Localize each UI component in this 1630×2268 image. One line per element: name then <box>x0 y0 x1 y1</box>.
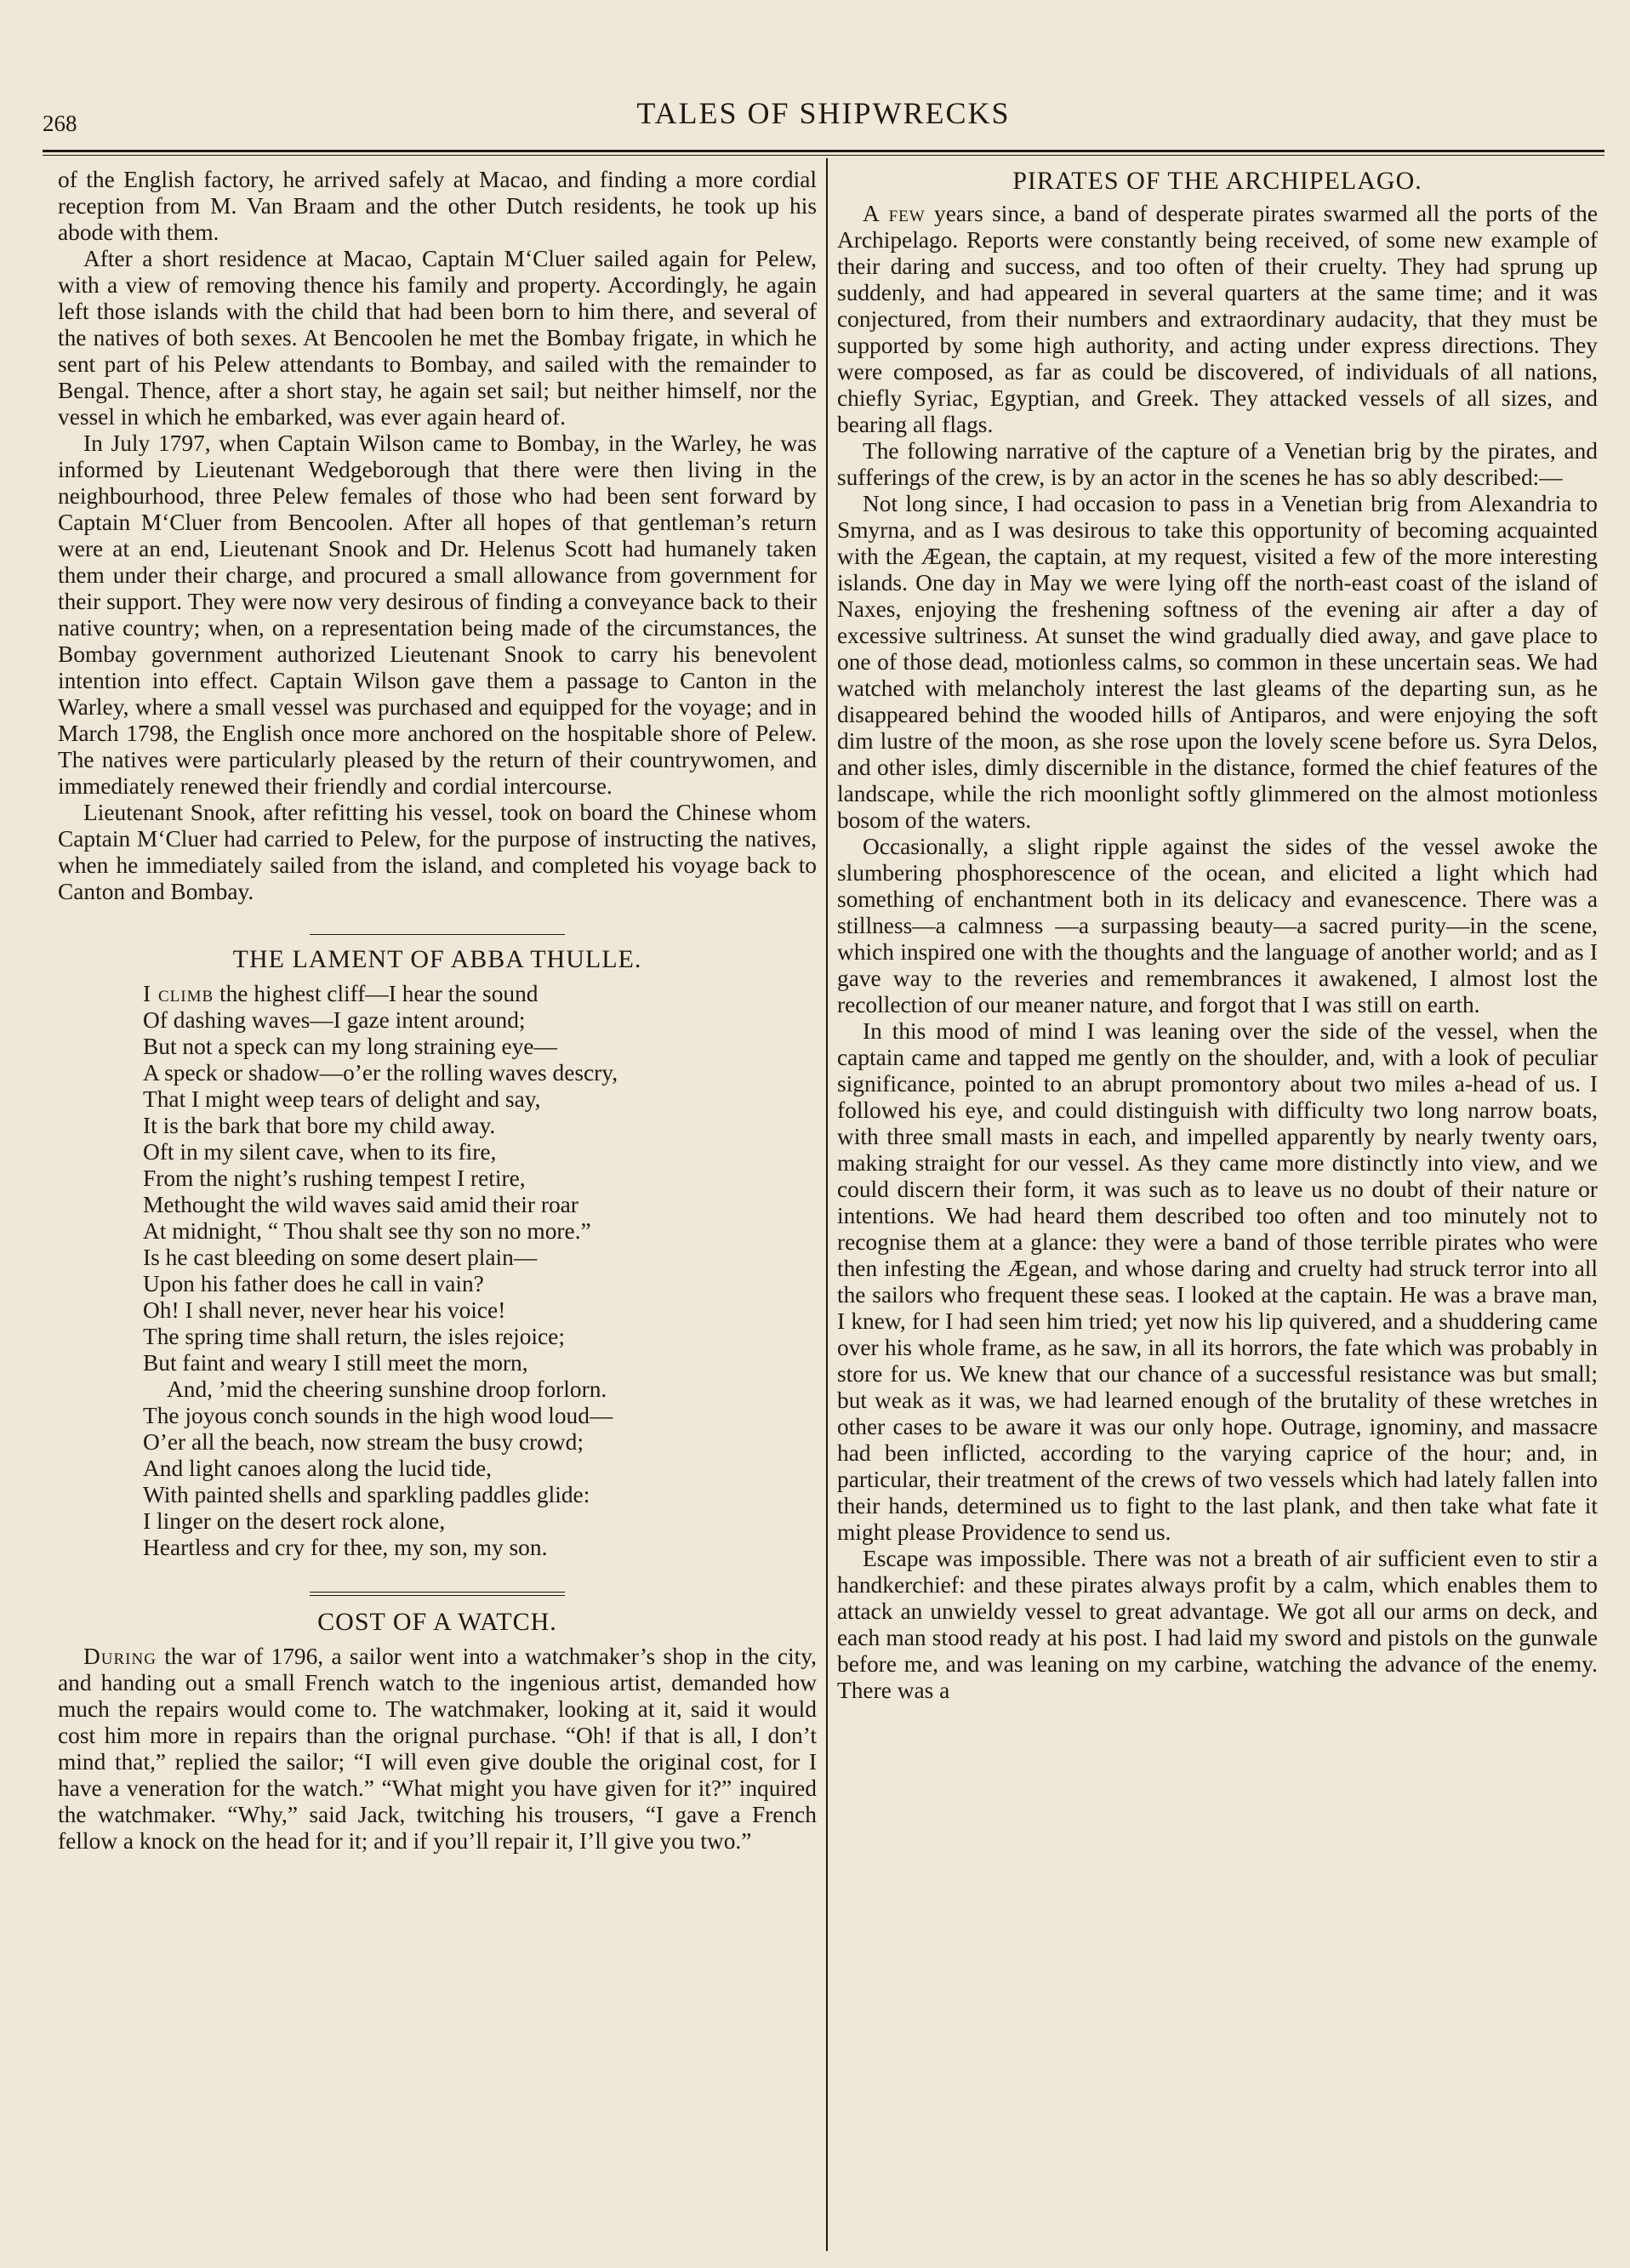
column-divider <box>826 158 828 2251</box>
poem-line: Methought the wild waves said amid their roar <box>143 1192 578 1217</box>
paragraph: of the English factory, he arrived safely at Macao, and finding a more cordial reception from M. Van Braam and the other Dutch residents, he took up his abode with them. <box>58 167 817 245</box>
poem-line: But faint and weary I still meet the morn, <box>143 1350 528 1376</box>
poem-line: O’er all the beach, now stream the busy crowd; <box>143 1429 584 1455</box>
header-rule-thin <box>43 155 1604 156</box>
poem-line: I climb the highest cliff—I hear the sound <box>143 981 539 1006</box>
page-header <box>43 90 1604 150</box>
paragraph: Lieutenant Snook, after refitting his vessel, took on board the Chinese whom Captain M‘Cluer had carried to Pelew, for the purpose of instructing the natives, when he immediately sailed from the island, and completed his voyage back to Canton and Bombay. <box>58 800 817 904</box>
left-column <box>58 167 817 1855</box>
paragraph: Occasionally, a slight ripple against the sides of the vessel awoke the slumbering phosphorescence of the ocean, and elicited a light which had something of enchantment both in its delicacy and evanescence. There was a stillness—a calmness —a surpassing beauty—a sacred purity—in the scene, which inspired one with the thoughts and the language of another world; and as I gave way to the reveries and remembrances it awakened, I almost lost the recollection of our meaner nature, and forgot that I was still on earth. <box>837 834 1598 1017</box>
poem-line: The spring time shall return, the isles rejoice; <box>143 1324 565 1349</box>
poem-line: Of dashing waves—I gaze intent around; <box>143 1007 526 1033</box>
poem-line: Heartless and cry for thee, my son, my son. <box>143 1535 548 1560</box>
paragraph: After a short residence at Macao, Captain M‘Cluer sailed again for Pelew, with a view of removing thence his family and property. Accordingly, he again left those islands with the child that had been born to him there, and several of the natives of both sexes. At Bencoolen he met the Bombay frigate, in which he sent part of his Pelew attendants to Bombay, and sailed with the remainder to Bengal. Thence, after a short stay, he again set sail; but neither himself, nor the vessel in which he embarked, was ever again heard of. <box>58 246 817 430</box>
poem-line: It is the bark that bore my child away. <box>143 1113 496 1138</box>
poem-line: A speck or shadow—o’er the rolling waves descry, <box>143 1060 618 1086</box>
poem-line: Oft in my silent cave, when to its fire, <box>143 1139 497 1165</box>
poem-line: I linger on the desert rock alone, <box>143 1508 446 1534</box>
header-rule <box>43 150 1604 152</box>
paragraph: In July 1797, when Captain Wilson came to Bombay, in the Warley, he was informed by Lieutenant Wedgeborough that there were then living in the neighbourhood, three Pelew females of those who had been sent forward by Captain M‘Cluer from Bencoolen. After all hopes of that gentleman’s return were at an end, Lieutenant Snook and Dr. Helenus Scott had humanely taken them under their charge, and procured a small allowance from government for their support. They were now very desirous of finding a conveyance back to their native country; when, on a representation being made of the circumstances, the Bombay government authorized Lieutenant Snook to carry his benevolent intention into effect. Captain Wilson gave them a passage to Canton in the Warley, where a small vessel was purchased and equipped for the voyage; and in March 1798, the English once more anchored on the hospitable shore of Pelew. The natives were particularly pleased by the return of their countrywomen, and immediately renewed their friendly and cordial intercourse. <box>58 430 817 799</box>
poem-line: Oh! I shall never, never hear his voice! <box>143 1297 506 1323</box>
poem-line: With painted shells and sparkling paddles glide: <box>143 1482 590 1507</box>
paragraph: During the war of 1796, a sailor went into a watchmaker’s shop in the city, and handing out a small French watch to the ingenious artist, demanded how much the repairs would come to. The watchmaker, looking at it, said it would cost him more in repairs than the orignal purchase. “Oh! if that is all, I don’t mind that,” replied the sailor; “I will even give double the original cost, for I have a veneration for the watch.” “What might you have given for it?” inquired the watchmaker. “Why,” said Jack, twitching his trousers, “I gave a French fellow a knock on the head for it; and if you’ll repair it, I’ll give you two.” <box>58 1644 817 1854</box>
poem-line: Upon his father does he call in vain? <box>143 1271 484 1296</box>
section-title-watch: COST OF A WATCH. <box>317 1608 557 1636</box>
section-rule <box>310 1592 565 1593</box>
poem-line: Is he cast bleeding on some desert plain— <box>143 1245 538 1270</box>
section-title-lament: THE LAMENT OF ABBA THULLE. <box>232 945 642 973</box>
paragraph: The following narrative of the capture of a Venetian brig by the pirates, and sufferings of the crew, is by an actor in the scenes he has so ably described:— <box>837 438 1598 490</box>
paragraph: A few years since, a band of desperate pirates swarmed all the ports of the Archipelago. Reports were constantly being received, of some new example of their daring and success, and too often of their cruelty. They had sprung up suddenly, and had appeared in several quarters at the same time; and it was conjectured, from their numbers and extraordinary audacity, that they must be supported by some high authority, and acting under express directions. They were composed, as far as could be discovered, of individuals of all nations, chiefly Syriac, Egyptian, and Greek. They attacked vessels of all sizes, and bearing all flags. <box>837 201 1598 437</box>
section-title-pirates: PIRATES OF THE ARCHIPELAGO. <box>1012 167 1422 195</box>
paragraph: In this mood of mind I was leaning over the side of the vessel, when the captain came and tapped me gently on the shoulder, and, with a look of peculiar significance, pointed to an abrupt promontory about two miles a-head of us. I followed his eye, and could distinguish with difficulty two long narrow boats, with three small masts in each, and impelled apparently by nearly twenty oars, making straight for our vessel. As they came more distinctly into view, and we could discern their form, it was such as to leave us no doubt of their nature or intentions. We had heard them described too often and too minutely not to recognise them at a glance: they were a band of those terrible pirates who were then infesting the Ægean, and whose daring and cruelty had struck terror into all the sailors who frequent these seas. I looked at the captain. He was a brave man, I knew, for I had seen him tried; yet now his lip quivered, and a shuddering came over his whole frame, as he saw, in all its horrors, the fate which was probably in store for us. We knew that our chance of a successful resistance was but small; but weak as it was, we had learned enough of the brutality of these wretches in other cases to be aware it was our only hope. Outrage, ignominy, and massacre had been inflicted, according to the varying caprice of the hour; and, in particular, their treatment of the crews of two vessels which had lately fallen into their hands, determined us to fight to the last plank, and then take what fate it might please Providence to send us. <box>837 1018 1598 1545</box>
poem-line: The joyous conch sounds in the high wood loud— <box>143 1403 613 1428</box>
poem-line: That I might weep tears of delight and say, <box>143 1086 541 1112</box>
paragraph: Escape was impossible. There was not a breath of air sufficient even to stir a handkerchief: and these pirates always profit by a calm, which enables them to attack an unwieldy vessel to great advantage. We got all our arms on deck, and each man stood ready at his post. I had laid my sword and pistols on the gunwale before me, and was leaning on my carbine, watching the advance of the enemy. There was a <box>837 1546 1598 1703</box>
right-column <box>837 167 1598 1704</box>
poem-line: And light canoes along the lucid tide, <box>143 1456 493 1481</box>
poem <box>143 981 817 1561</box>
poem-line: And, ’mid the cheering sunshine droop forlorn. <box>167 1376 607 1402</box>
poem-line: But not a speck can my long straining eye— <box>143 1034 557 1059</box>
poem-line: From the night’s rushing tempest I retire, <box>143 1165 526 1191</box>
poem-line: At midnight, “ Thou shalt see thy son no more.” <box>143 1218 591 1244</box>
paragraph: Not long since, I had occasion to pass in a Venetian brig from Alexandria to Smyrna, and as I was desirous to take this opportunity of becoming acquainted with the Ægean, the captain, at my request, visited a few of the more interesting islands. One day in May we were lying off the north-east coast of the island of Naxes, enjoying the freshening softness of the evening air after a day of excessive sultriness. At sunset the wind gradually died away, and gave place to one of those dead, motionless calms, so common in these uncertain seas. We had watched with melancholy interest the last gleams of the departing sun, as he disappeared behind the wooded hills of Antiparos, and were enjoying the soft dim lustre of the moon, as she rose upon the lovely scene before us. Syra Delos, and other isles, dimly discernible in the distance, formed the chief features of the landscape, while the rich moonlight softly glimmered on the almost motionless bosom of the waters. <box>837 491 1598 833</box>
running-title: TALES OF SHIPWRECKS <box>636 96 1011 130</box>
page-number: 268 <box>43 111 77 136</box>
